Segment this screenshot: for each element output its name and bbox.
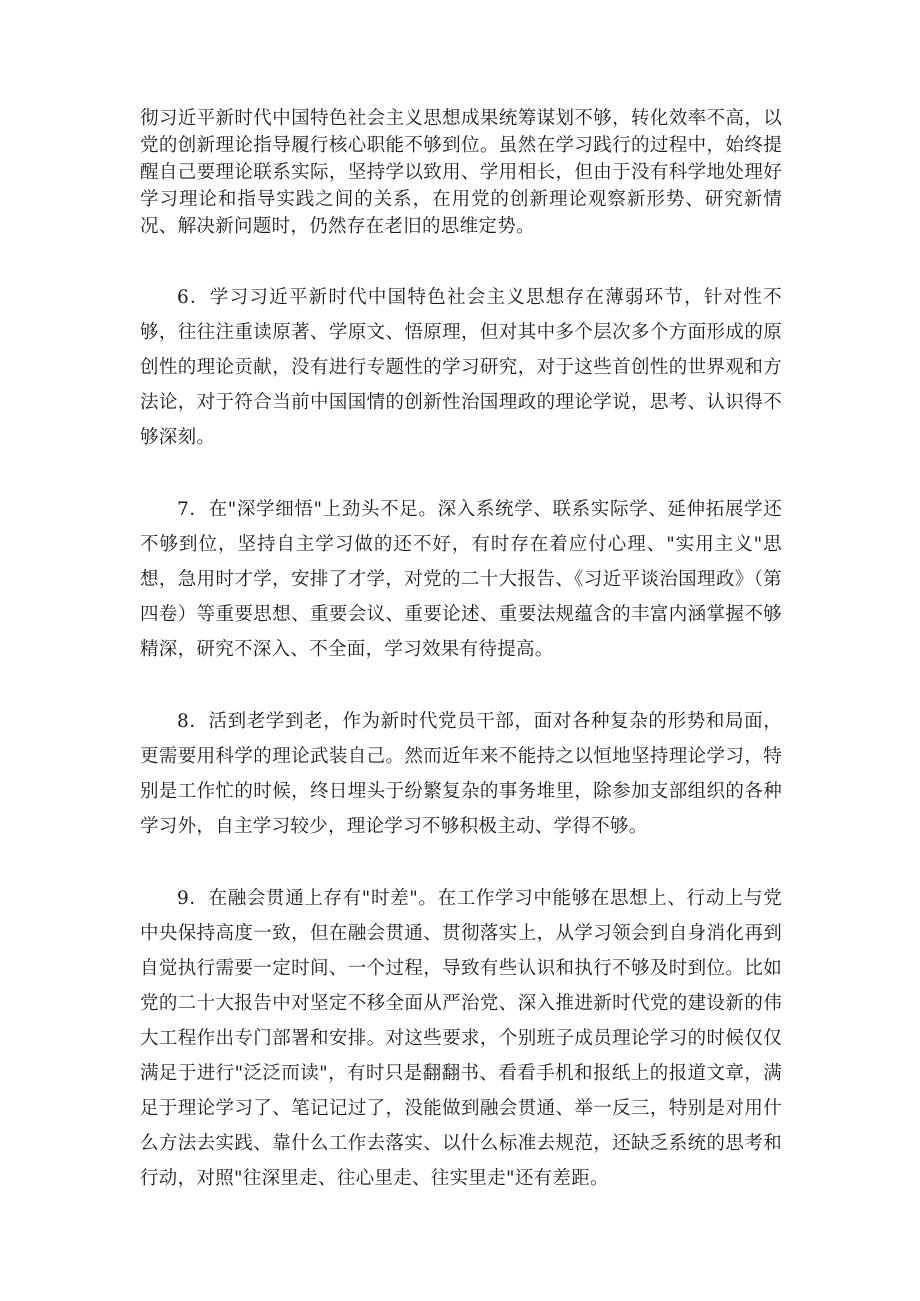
paragraph-item-9: 9．在融会贯通上存有"时差"。在工作学习中能够在思想上、行动上与党中央保持高度一致，但在融会贯通、贯彻落实上，从学习领会到自身消化再到自觉执行需要一定时间、一个过程，导致有些认识和执行不够及时到位。比如党的二十大报告中对坚定不移全面从严治党、深入推进新时代党的建设新的伟大工程作出专门部署和安排。对这些要求，个别班子成员理论学习的时候仅仅满足于进行"泛泛而读"，有时只是翻翻书、看看手机和报纸上的报道文章，满足于理论学习了、笔记记过了，没能做到融会贯通、举一反三，特别是对用什么方法去实践、靠什么工作去落实、以什么标准去规范，还缺乏系统的思考和行动，对照"往深里走、往心里走、往实里走"还有差距。: [140, 888, 782, 1189]
paragraph-continuation: 彻习近平新时代中国特色社会主义思想成果统筹谋划不够，转化效率不高，以党的创新理论指导履行核心职能不够到位。虽然在学习践行的过程中，始终提醒自己要理论联系实际，坚持学以致用、学用相长，但由于没有科学地处理好学习理论和指导实践之间的关系，在用党的创新理论观察新形势、研究新情况、解决新问题时，仍然存在老旧的思维定势。: [140, 108, 782, 237]
paragraph-item-8: 8．活到老学到老，作为新时代党员干部，面对各种复杂的形势和局面，更需要用科学的理论武装自己。然而近年来不能持之以恒地坚持理论学习，特别是工作忙的时候，终日埋头于纷繁复杂的事务堆里，除参加支部组织的各种学习外，自主学习较少，理论学习不够积极主动、学得不够。: [140, 711, 782, 837]
paragraph-item-6: 6．学习习近平新时代中国特色社会主义思想存在薄弱环节，针对性不够，往往注重读原著、学原文、悟原理，但对其中多个层次多个方面形成的原创性的理论贡献，没有进行专题性的学习研究，对于这些首创性的世界观和方法论，对于符合当前中国国情的创新性治国理政的理论学说，思考、认识得不够深刻。: [140, 287, 782, 448]
paragraph-item-7: 7．在"深学细悟"上劲头不足。深入系统学、联系实际学、延伸拓展学还不够到位，坚持自主学习做的还不好，有时存在着应付心理、"实用主义"思想，急用时才学，安排了才学，对党的二十大报告、《习近平谈治国理政》（第四卷）等重要思想、重要会议、重要论述、重要法规蕴含的丰富内涵掌握不够精深，研究不深入、不全面，学习效果有待提高。: [140, 499, 782, 660]
